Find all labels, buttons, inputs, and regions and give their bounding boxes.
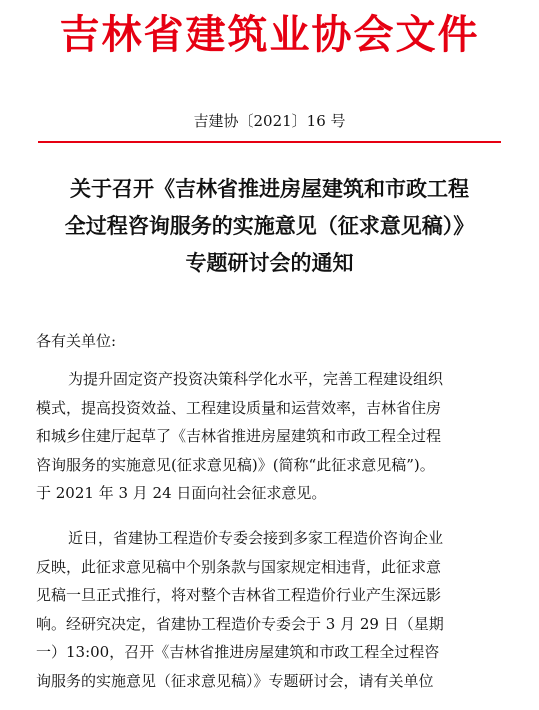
document-number: 吉建协〔2021〕16 号 xyxy=(193,112,346,130)
red-divider-rule xyxy=(38,141,501,143)
paragraph-line: 见稿一旦正式推行，将对整个吉林省工程造价行业产生深远影 xyxy=(36,586,442,604)
paragraph-line: 反映，此征求意见稿中个别条款与国家规定相违背，此征求意 xyxy=(36,557,442,576)
paragraph-line: 模式，提高投资效益、工程建设质量和运营效率，吉林省住房 xyxy=(36,398,442,417)
title-line-3: 专题研讨会的通知 xyxy=(185,250,354,275)
paragraph-line: 于 2021 年 3 月 24 日面向社会征求意见。 xyxy=(36,484,327,502)
notice-title xyxy=(28,170,511,281)
paragraph-line: 询服务的实施意见（征求意见稿）》专题研讨会，请有关单位 xyxy=(36,671,434,690)
masthead-title: 吉林省建筑业协会文件 xyxy=(59,12,480,58)
title-line-1: 关于召开《吉林省推进房屋建筑和市政工程 xyxy=(70,176,469,201)
paragraph-line: 一）13:00，召开《吉林省推进房屋建筑和市政工程全过程咨 xyxy=(36,643,440,661)
paragraph-line: 近日，省建协工程造价专委会接到多家工程造价咨询企业 xyxy=(68,529,444,547)
paragraph-2 xyxy=(36,524,506,695)
salutation: 各有关单位: xyxy=(36,332,117,350)
paragraph-line: 为提升固定资产投资决策科学化水平，完善工程建设组织 xyxy=(68,370,444,388)
paragraph-1 xyxy=(36,365,506,508)
paragraph-line: 响。经研究决定，省建协工程造价专委会于 3 月 29 日（星期 xyxy=(36,614,444,633)
paragraph-line: 咨询服务的实施意见(征求意见稿)》(简称“此征求意见稿”)。 xyxy=(36,455,435,474)
title-line-2: 全过程咨询服务的实施意见（征求意见稿）》 xyxy=(64,213,475,238)
paragraph-line: 和城乡住建厅起草了《吉林省推进房屋建筑和市政工程全过程 xyxy=(36,427,442,445)
